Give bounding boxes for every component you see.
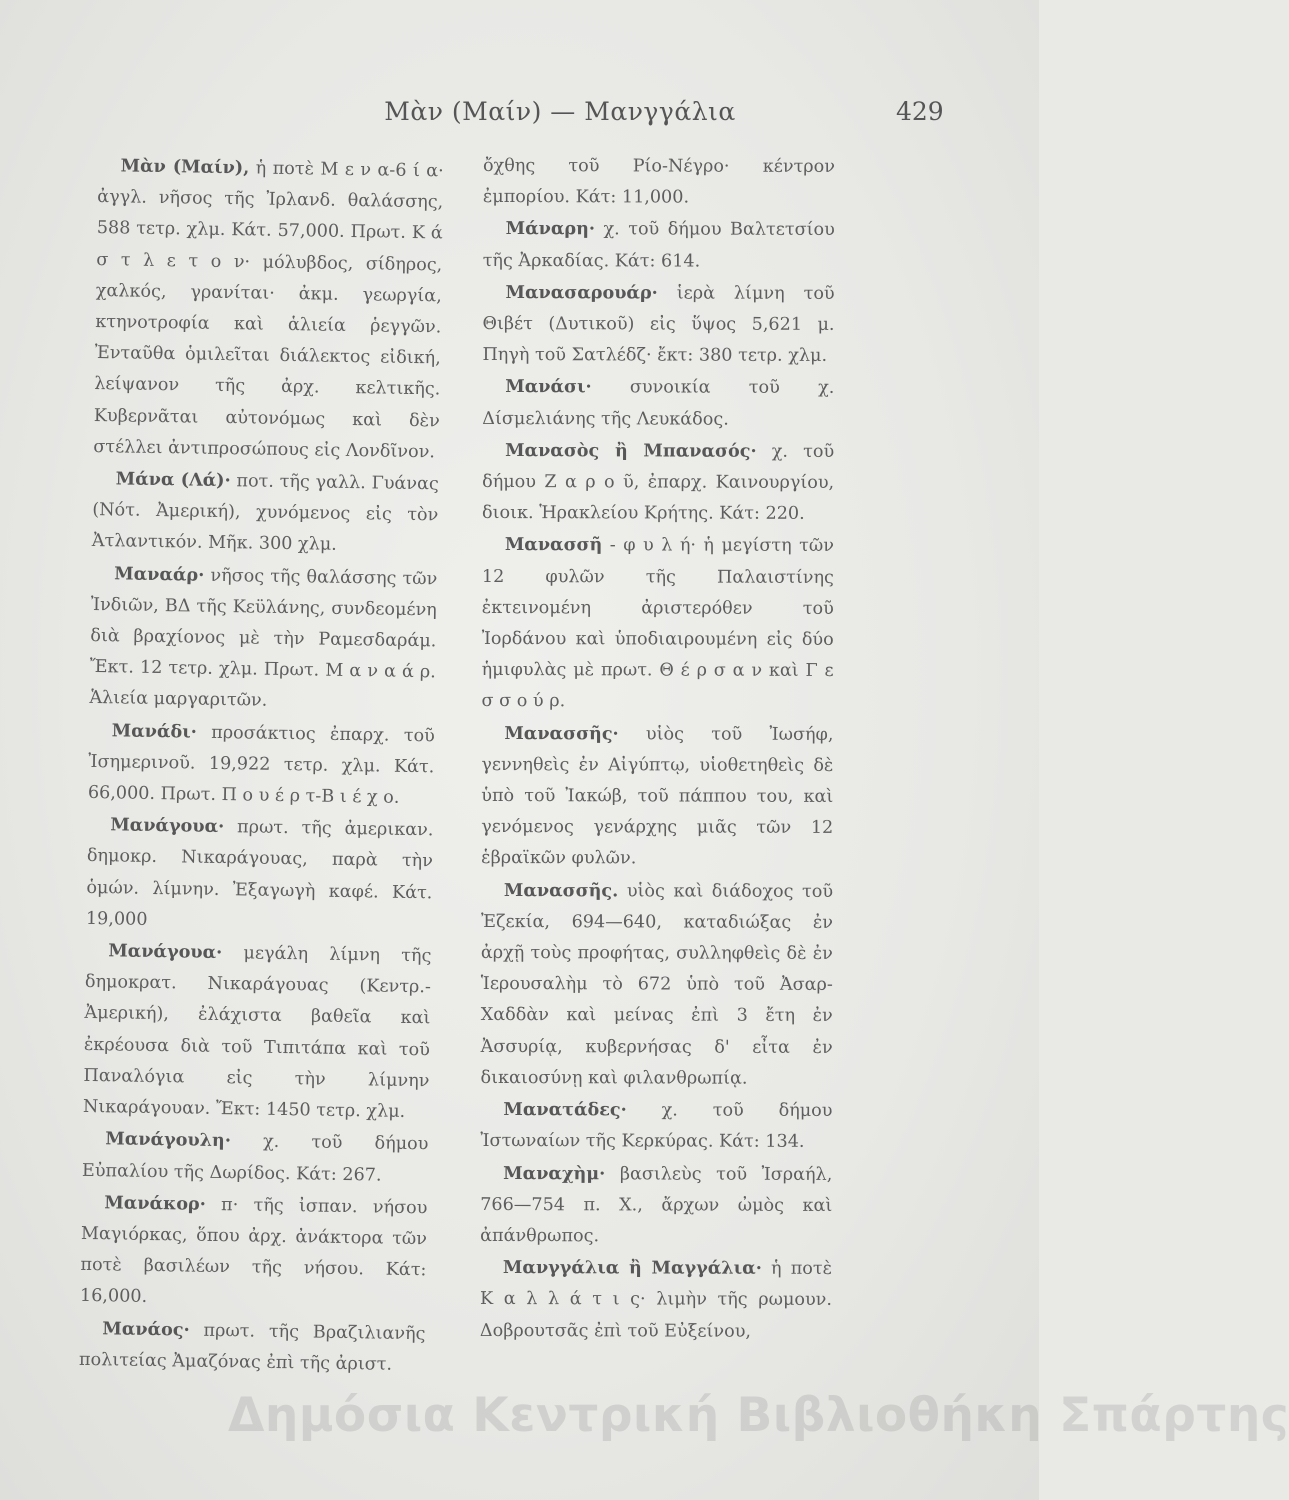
dictionary-entry [482, 435, 834, 531]
entry-text: χ. τοῦ δήμου Ἰστωναίων τῆς Κερκύρας. Κάτ: 134. [480, 1100, 833, 1153]
entry-text: υἱὸς καὶ διάδοχος τοῦ Ἐζεκία, 694—640, καταδιώξας ἐν ἀρχῇ τοὺς προφήτας, συλληφθεὶς δὲ ἐν Ἱερουσαλὴμ τὸ 672 ὑπὸ τοῦ Ἀσαρ-Χαδδὰν καὶ μείνας ἐπὶ 3 ἔτη ἐν Ἀσσυρίᾳ, κυβερνήσας δ' εἶτα ἐν δικαιοσύνῃ καὶ φιλανθρωπίᾳ. [480, 881, 834, 1089]
dictionary-entry [483, 213, 835, 277]
entry-text: ἡ ποτὲ Μ ε ν α-6 ί α· ἀγγλ. νῆσος τῆς Ἰρλανδ. θαλάσσης, 588 τετρ. χλμ. Κάτ. 57,000. Πρωτ. Κ ά σ τ λ ε τ ο ν· μόλυβδος, σίδηρος, χαλκός, γρανίται· ἀκμ. γεωργία, κτηνοτροφία καὶ ἁλιεία ῥεγγῶν. Ἐνταῦθα ὁμιλεῖται διάλεκτος εἰδική, λείψανον τῆς ἀρχ. κελτικῆς. Κυβερνᾶται αὐτονόμως καὶ δὲν στέλλει ἀντιπροσώπους εἰς Λονδῖνον. [93, 158, 444, 463]
entry-headword: Μανασὸς ἢ Μπανασός· [505, 439, 757, 462]
entry-headword: Μανατάδες· [503, 1099, 627, 1121]
dictionary-entry [93, 150, 444, 468]
entry-text: ποτ. τῆς γαλλ. Γυάνας (Νότ. Ἀμερική), χυνόμενος εἰς τὸν Ἀτλαντικόν. Μῆκ. 300 χλμ. [91, 471, 439, 556]
entry-headword: Μανάγουα· [110, 814, 225, 838]
dictionary-entry [88, 715, 435, 815]
entry-headword: Μανασσῆς. [503, 879, 619, 902]
dictionary-entry [89, 558, 437, 720]
entry-headword: Μανασσῆ [504, 534, 603, 556]
entry-headword: Μανάγουα· [108, 940, 223, 964]
dictionary-entry [82, 1123, 429, 1192]
entry-text: πρωτ. τῆς Βραζιλιανῆς πολιτείας Ἀμαζόνας ἐπὶ τῆς ἀριστ. [78, 1320, 426, 1375]
entry-text: προσάκτιος ἐπαρχ. τοῦ Ἰσημερινοῦ. 19,922 τετρ. χλμ. Κάτ. 66,000. Πρωτ. Π ο υ έ ρ τ-Β ι έ χ ο. [87, 722, 435, 808]
entry-text: υἱὸς τοῦ Ἰωσήφ, γεννηθεὶς ἐν Αἰγύπτῳ, υἱοθετηθεὶς δὲ ὑπὸ τοῦ Ἰακώβ, τοῦ πάππου του, καὶ γενόμενος γενάρχης μιᾶς τῶν 12 ἑβραϊκῶν φυλῶν. [481, 724, 834, 869]
entry-text: ἡ ποτὲ Κ α λ λ ά τ ι ς· λιμὴν τῆς ρωμουν. Δοβρουτσᾶς ἐπὶ τοῦ Εὐξείνου, [479, 1258, 833, 1342]
entry-headword: Μανάδι· [111, 719, 198, 743]
entry-headword: Μανάγουλη· [105, 1128, 232, 1152]
dictionary-entry [482, 277, 834, 373]
dictionary-entry [482, 371, 834, 435]
page-number: 429 [896, 97, 944, 126]
entry-headword: Μανάσι· [505, 376, 592, 398]
dictionary-entry [482, 529, 834, 718]
entry-headword: Μάναρη· [505, 218, 596, 240]
entry-text: συνοικία τοῦ χ. Δίσμελιάνης τῆς Λευκάδος. [482, 377, 835, 430]
dictionary-entry [80, 1187, 428, 1318]
dictionary-entry-continuation [483, 150, 835, 214]
entry-headword: Μανάκορ· [104, 1191, 207, 1215]
left-column [79, 150, 444, 1381]
entry-text: - φ υ λ ή· ἡ μεγίστη τῶν 12 φυλῶν τῆς Παλαιστίνης ἐκτεινομένη ἀριστερόθεν τοῦ Ἰορδάνου καὶ ὑποδιαιρουμένη εἰς δύο ἡμιφυλὰς μὲ πρωτ. Θ έ ρ σ α ν καὶ Γ ε σ σ ο ύ ρ. [481, 535, 834, 712]
dictionary-entry [480, 1157, 832, 1253]
dictionary-entry [481, 875, 834, 1095]
entry-text: πρωτ. τῆς ἀμερικαν. δημοκρ. Νικαράγουας, παρὰ τὴν ὁμών. λίμνην. Ἐξαγωγὴ καφέ. Κάτ. 19,000 [85, 817, 434, 930]
entry-headword: Μανασσῆς· [504, 722, 619, 745]
library-watermark: Δημόσια Κεντρική Βιβλιοθήκη Σπάρτης [228, 1388, 1289, 1443]
entry-headword: Μανάος· [102, 1317, 190, 1341]
dictionary-entry [79, 1312, 426, 1381]
entry-headword: Μὰν (Μαίν), [120, 155, 250, 179]
entry-headword: Μαναάρ· [114, 562, 205, 586]
dictionary-entry [480, 1094, 832, 1158]
entry-text: χ. τοῦ δήμου Ζ α ρ ο ῦ, ἐπαρχ. Καινουργίου, διοικ. Ἡρακλείου Κρήτης. Κάτ: 220. [482, 441, 835, 525]
entry-headword: Μανγγάλια ἢ Μαγγάλια· [502, 1257, 762, 1279]
entry-text: ἱερὰ λίμνη τοῦ Θιβέτ (Δυτικοῦ) εἰς ὕψος 5,621 μ. Πηγὴ τοῦ Σατλέδζ· ἔκτ: 380 τετρ. χλμ. [482, 283, 835, 367]
dictionary-entry [83, 935, 432, 1129]
entry-headword: Μανασαρουάρ· [505, 281, 658, 304]
entry-text: μεγάλη λίμνη τῆς δημοκρατ. Νικαράγουας (Κεντρ.-Ἀμερική), ἐλάχιστα βαθεῖα καὶ ἐκρέουσα διὰ τοῦ Τιπιτάπα καὶ τοῦ Παναλόγια εἰς τὴν λίμνην Νικαράγουαν. Ἔκτ: 1450 τετρ. χλμ. [82, 943, 432, 1123]
entry-text: χ. τοῦ δήμου Βαλτετσίου τῆς Ἀρκαδίας. Κάτ: 614. [482, 219, 835, 272]
entry-text: ὄχθης τοῦ Ρίο-Νέγρο· κέντρον ἐμπορίου. Κάτ: 11,000. [482, 155, 835, 208]
dictionary-entry [92, 463, 439, 563]
entry-text: χ. τοῦ δήμου Εὐπαλίου τῆς Δωρίδος. Κάτ: 267. [81, 1132, 429, 1186]
entry-text: βασιλεὺς τοῦ Ἰσραήλ, 766—754 π. Χ., ἄρχων ὠμὸς καὶ ἀπάνθρωπος. [480, 1163, 833, 1247]
dictionary-entry [480, 1252, 832, 1348]
dictionary-entry [481, 718, 833, 876]
entry-text: π· τῆς ἰσπαν. νήσου Μαγιόρκας, ὅπου ἀρχ. ἀνάκτορα τῶν ποτὲ βασιλέων τῆς νήσου. Κάτ: 16,000. [79, 1194, 428, 1308]
entry-headword: Μάνα (Λά)· [115, 468, 231, 492]
entry-text: νῆσος τῆς θαλάσσης τῶν Ἰνδιῶν, ΒΔ τῆς Κεϋλάνης, συνδεομένη διὰ βραχίονος μὲ τὴν Ραμεσδαράμ. Ἔκτ. 12 τετρ. χλμ. Πρωτ. Μ α ν α ά ρ. Ἁλιεία μαργαριτῶν. [89, 565, 438, 712]
running-header: Μὰν (Μαίν) — Μανγγάλια [384, 97, 736, 126]
dictionary-entry [86, 809, 434, 940]
entry-headword: Μαναχὴμ· [503, 1162, 606, 1184]
right-column [480, 150, 835, 1348]
